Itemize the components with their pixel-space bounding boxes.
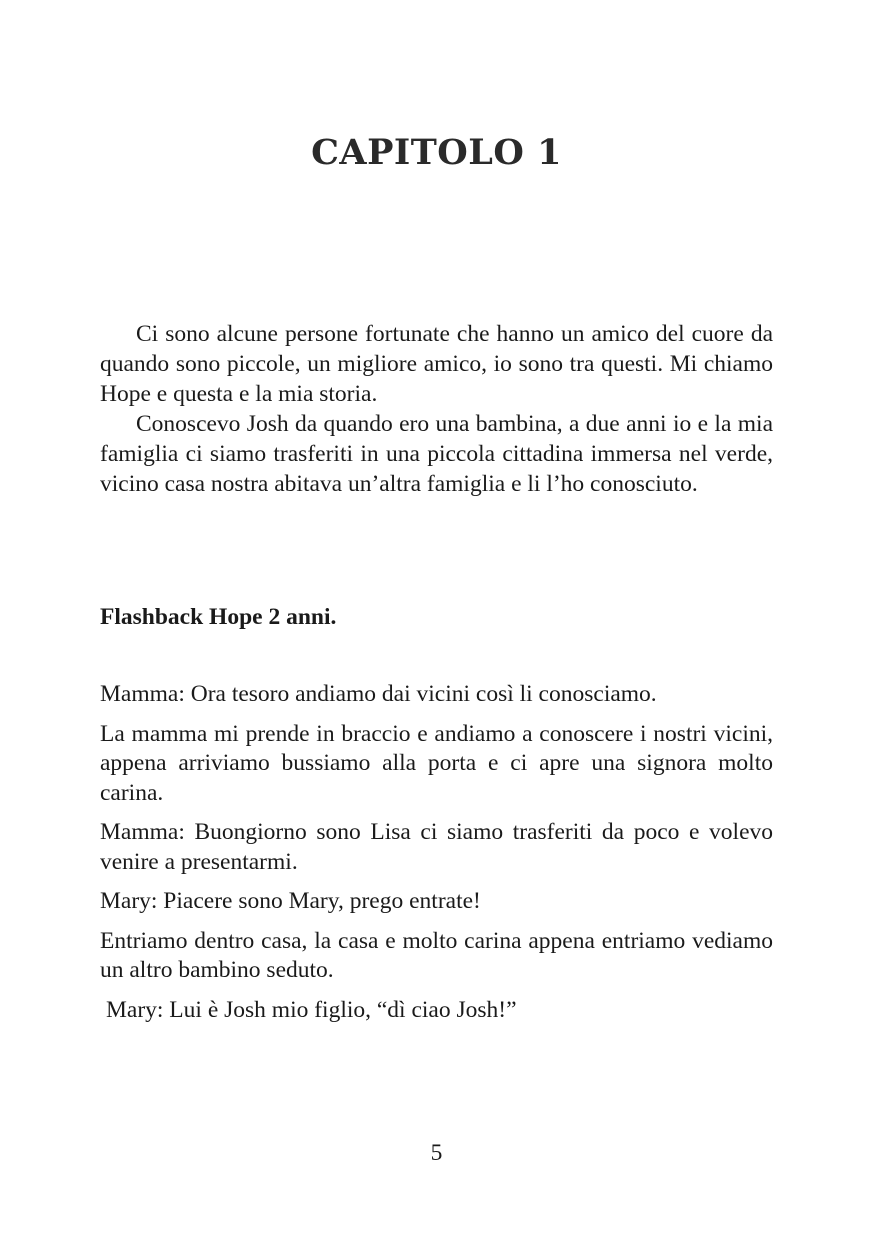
intro-section <box>100 319 773 499</box>
dialogue-line: Mary: Piacere sono Mary, prego entrate! <box>100 888 481 914</box>
intro-paragraph: Ci sono alcune persone fortunate che hanno un amico del cuore da quando sono piccole, un migliore amico, io sono tra questi. Mi chiamo Hope e questa e la mia storia. <box>100 321 773 407</box>
dialogue-line: Mamma: Ora tesoro andiamo dai vicini così li conosciamo. <box>100 681 657 707</box>
flashback-heading: Flashback Hope 2 anni. <box>100 604 337 630</box>
dialogue-section <box>100 680 773 1035</box>
page-number: 5 <box>430 1140 443 1166</box>
narration-paragraph: Entriamo dentro casa, la casa e molto carina appena entriamo vediamo un altro bambino seduto. <box>100 927 773 983</box>
narration-paragraph: La mamma mi prende in braccio e andiamo a conoscere i nostri vicini, appena arriviamo bussiamo alla porta e ci apre una signora molto carina. <box>100 720 773 806</box>
intro-paragraph: Conoscevo Josh da quando ero una bambina, a due anni io e la mia famiglia ci siamo trasferiti in una piccola cittadina immersa nel verde, vicino casa nostra abitava un’altra famiglia e li l’ho conosciuto. <box>100 411 773 497</box>
dialogue-line: Mamma: Buongiorno sono Lisa ci siamo trasferiti da poco e volevo venire a presentarmi. <box>100 819 773 875</box>
dialogue-line: Mary: Lui è Josh mio figlio, “dì ciao Josh!” <box>106 996 517 1023</box>
chapter-title: CAPITOLO 1 <box>311 132 562 173</box>
book-page <box>100 0 773 1240</box>
